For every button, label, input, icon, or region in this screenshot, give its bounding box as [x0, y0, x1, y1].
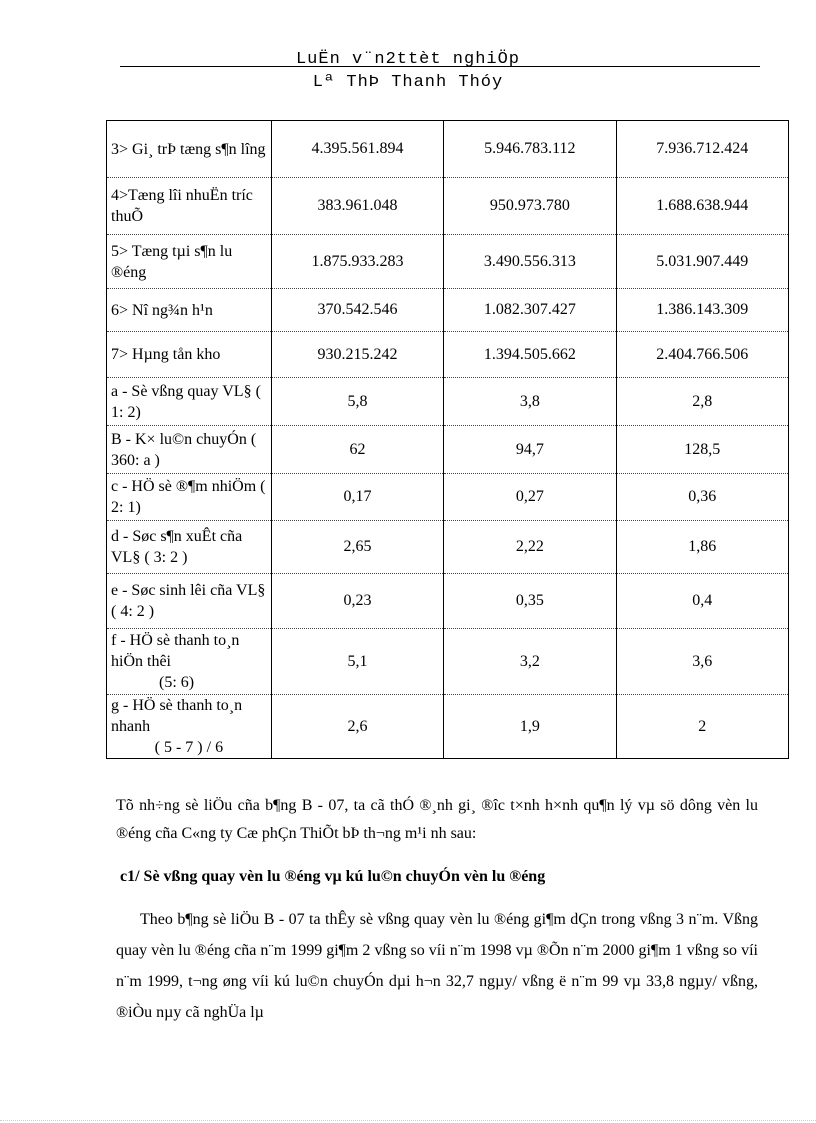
table-cell: 0,36	[616, 474, 788, 521]
row-label-formula: ( 5 - 7 ) / 6	[154, 739, 224, 756]
table-row	[107, 289, 789, 332]
header-author: Lª ThÞ Thanh Thóy	[312, 73, 504, 92]
table-row	[107, 521, 789, 574]
table-cell: 62	[271, 426, 443, 474]
analysis-paragraph: Theo b¶ng sè liÖu B - 07 ta thÊy sè vßng quay vèn lu ®éng gi¶m dÇn trong vßng 3 n¨m. Vßng quay vèn lu ®éng cña n¨m 1999 gi¶m 2 vßng so víi n¨m 1998 vµ ®Õn n¨m 2000 gi¶m 1 vßng so víi n¨m 1999, t¬ng øng víi kú lu©n chuyÓn dµi h¬n 32,7 ngµy/ vßng ë n¨m 99 vµ 33,8 ngµy/ vßng, ®iÒu nµy cã nghÜa lµ	[116, 911, 758, 1021]
table-row	[107, 332, 789, 378]
table-cell: 370.542.546	[271, 289, 443, 332]
row-label	[107, 629, 272, 695]
table-cell: 0,23	[271, 574, 443, 629]
table-cell: 2,65	[271, 521, 443, 574]
header-divider	[120, 66, 760, 67]
table-row	[107, 178, 789, 235]
table-row	[107, 426, 789, 474]
table-cell: 1.688.638.944	[616, 178, 788, 235]
table-cell: 0,17	[271, 474, 443, 521]
table-row	[107, 378, 789, 426]
table-cell: 128,5	[616, 426, 788, 474]
table-cell: 4.395.561.894	[271, 121, 443, 178]
table-cell: 3,8	[444, 378, 616, 426]
table-row	[107, 235, 789, 289]
table-cell: 94,7	[444, 426, 616, 474]
table-cell: 1.875.933.283	[271, 235, 443, 289]
table-cell: 1,9	[444, 695, 616, 759]
table-row	[107, 121, 789, 178]
row-label-text: g - HÖ sè thanh to¸n nhanh	[111, 697, 243, 735]
row-label: 4>Tæng lîi nhuËn tríc thuÕ	[107, 178, 272, 235]
table-row	[107, 629, 789, 695]
table-cell: 2	[616, 695, 788, 759]
table-row	[107, 574, 789, 629]
table-cell: 950.973.780	[444, 178, 616, 235]
table-cell: 3.490.556.313	[444, 235, 616, 289]
table-cell: 2.404.766.506	[616, 332, 788, 378]
row-label: d - Søc s¶n xuÊt cña VL§ ( 3: 2 )	[107, 521, 272, 574]
footer-divider	[0, 1120, 816, 1121]
row-label	[107, 695, 272, 759]
table-cell: 2,8	[616, 378, 788, 426]
table-cell: 3,2	[444, 629, 616, 695]
table-cell: 2,22	[444, 521, 616, 574]
row-label: 5> Tæng tµi s¶n lu ®éng	[107, 235, 272, 289]
section-heading: c1/ Sè vßng quay vèn lu ®éng vµ kú lu©n chuyÓn vèn lu ®éng	[120, 868, 546, 885]
intro-paragraph: Tõ nh÷ng sè liÖu cña b¶ng B - 07, ta cã thÓ ®¸nh gi¸ ®îc t×nh h×nh qu¶n lý vµ sö dông vèn lu ®éng cña C«ng ty Cæ phÇn ThiÕt bÞ th¬ng m¹i nh sau:	[116, 797, 758, 842]
row-label: 3> Gi¸ trÞ tæng s¶n lîng	[107, 121, 272, 178]
table-cell: 3,6	[616, 629, 788, 695]
table-cell: 0,27	[444, 474, 616, 521]
row-label: 7> Hµng tån kho	[107, 332, 272, 378]
table-row	[107, 474, 789, 521]
row-label-formula: (5: 6)	[159, 674, 195, 691]
table-cell: 7.936.712.424	[616, 121, 788, 178]
table-cell: 0,35	[444, 574, 616, 629]
table-cell: 5,8	[271, 378, 443, 426]
table-cell: 1.394.505.662	[444, 332, 616, 378]
table-cell: 930.215.242	[271, 332, 443, 378]
table-cell: 1,86	[616, 521, 788, 574]
row-label: a - Sè vßng quay VL§ ( 1: 2)	[107, 378, 272, 426]
table-cell: 5.031.907.449	[616, 235, 788, 289]
table-cell: 5.946.783.112	[444, 121, 616, 178]
table-cell: 383.961.048	[271, 178, 443, 235]
header-title: LuËn v¨n2ttèt nghiÖp	[295, 50, 521, 69]
row-label: 6> Nî ng¾n h¹n	[107, 289, 272, 332]
table-cell: 5,1	[271, 629, 443, 695]
financial-table	[106, 120, 789, 759]
table-row	[107, 695, 789, 759]
table-cell: 2,6	[271, 695, 443, 759]
table-cell: 1.082.307.427	[444, 289, 616, 332]
row-label: B - K× lu©n chuyÓn ( 360: a )	[107, 426, 272, 474]
table-cell: 1.386.143.309	[616, 289, 788, 332]
row-label: e - Søc sinh lêi cña VL§ ( 4: 2 )	[107, 574, 272, 629]
table-cell: 0,4	[616, 574, 788, 629]
row-label: c - HÖ sè ®¶m nhiÖm ( 2: 1)	[107, 474, 272, 521]
row-label-text: f - HÖ sè thanh to¸n hiÖn thêi	[111, 632, 240, 670]
